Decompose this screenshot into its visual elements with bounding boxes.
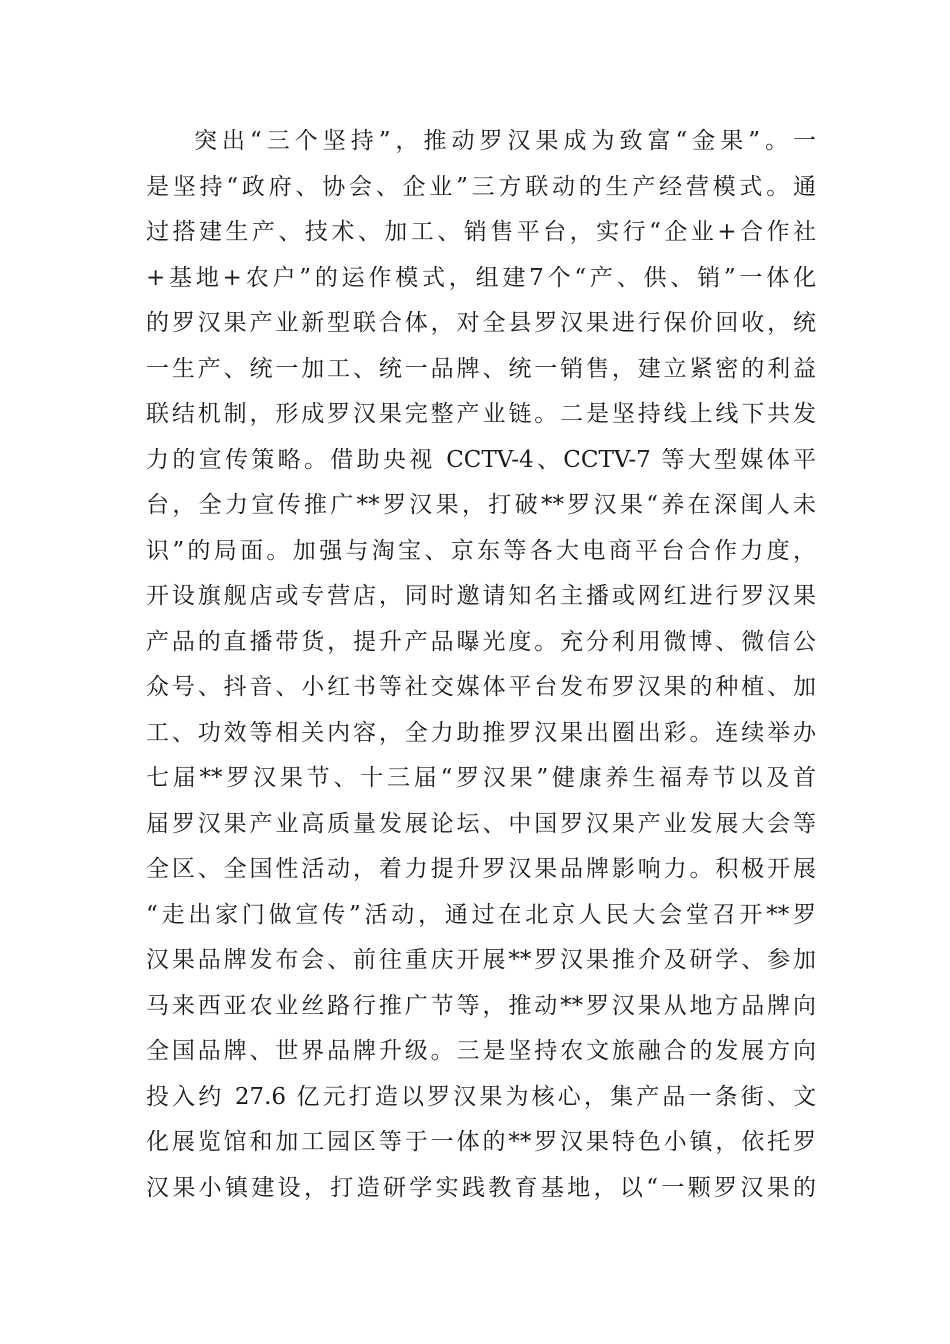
paragraph-line: +基地+农户”的运作模式，组建7个“产、供、销”一体化 <box>146 264 816 291</box>
paragraph-line: 全区、全国性活动，着力提升罗汉果品牌影响力。积极开展 <box>146 856 816 882</box>
paragraph-line: 届罗汉果产业高质量发展论坛、中国罗汉果产业发展大会等 <box>146 810 816 837</box>
body-paragraph <box>146 119 816 1211</box>
paragraph-line: 的罗汉果产业新型联合体，对全县罗汉果进行保价回收，统 <box>146 310 816 336</box>
paragraph-line: 投入约 27.6 亿元打造以罗汉果为核心，集产品一条街、文 <box>146 1083 816 1110</box>
paragraph-line: 联结机制，形成罗汉果完整产业链。二是坚持线上线下共发 <box>146 401 816 427</box>
paragraph-line: 众号、抖音、小红书等社交媒体平台发布罗汉果的种植、加 <box>146 674 816 700</box>
paragraph-line: 汉果品牌发布会、前往重庆开展**罗汉果推介及研学、参加 <box>146 947 816 973</box>
paragraph-line: 开设旗舰店或专营店，同时邀请知名主播或网红进行罗汉果 <box>146 583 816 609</box>
paragraph-line: 工、功效等相关内容，全力助推罗汉果出圈出彩。连续举办 <box>146 719 816 746</box>
paragraph-line: 识”的局面。加强与淘宝、京东等各大电商平台合作力度， <box>146 537 816 564</box>
paragraph-line: 全国品牌、世界品牌升级。三是坚持农文旅融合的发展方向 <box>146 1038 816 1064</box>
paragraph-line: 力的宣传策略。借助央视 CCTV-4、CCTV-7 等大型媒体平 <box>146 446 816 473</box>
paragraph-line: 汉果小镇建设，打造研学实践教育基地，以“一颗罗汉果的 <box>146 1174 816 1201</box>
paragraph-line: 产品的直播带货，提升产品曝光度。充分利用微博、微信公 <box>146 628 816 655</box>
paragraph-line: 七届**罗汉果节、十三届“罗汉果”健康养生福寿节以及首 <box>146 765 816 791</box>
paragraph-line: 马来西亚农业丝路行推广节等，推动**罗汉果从地方品牌向 <box>146 992 816 1019</box>
paragraph-line: 一生产、统一加工、统一品牌、统一销售，建立紧密的利益 <box>146 355 816 382</box>
paragraph-line: “走出家门做宣传”活动，通过在北京人民大会堂召开**罗 <box>146 901 816 928</box>
paragraph-line: 台，全力宣传推广**罗汉果，打破**罗汉果“养在深闺人未 <box>146 492 816 518</box>
paragraph-line: 突出“三个坚持”，推动罗汉果成为致富“金果”。一 <box>194 128 816 154</box>
paragraph-line: 过搭建生产、技术、加工、销售平台，实行“企业+合作社 <box>146 219 816 245</box>
paragraph-line: 是坚持“政府、协会、企业”三方联动的生产经营模式。通 <box>146 173 816 200</box>
paragraph-line: 化展览馆和加工园区等于一体的**罗汉果特色小镇，依托罗 <box>146 1129 816 1155</box>
